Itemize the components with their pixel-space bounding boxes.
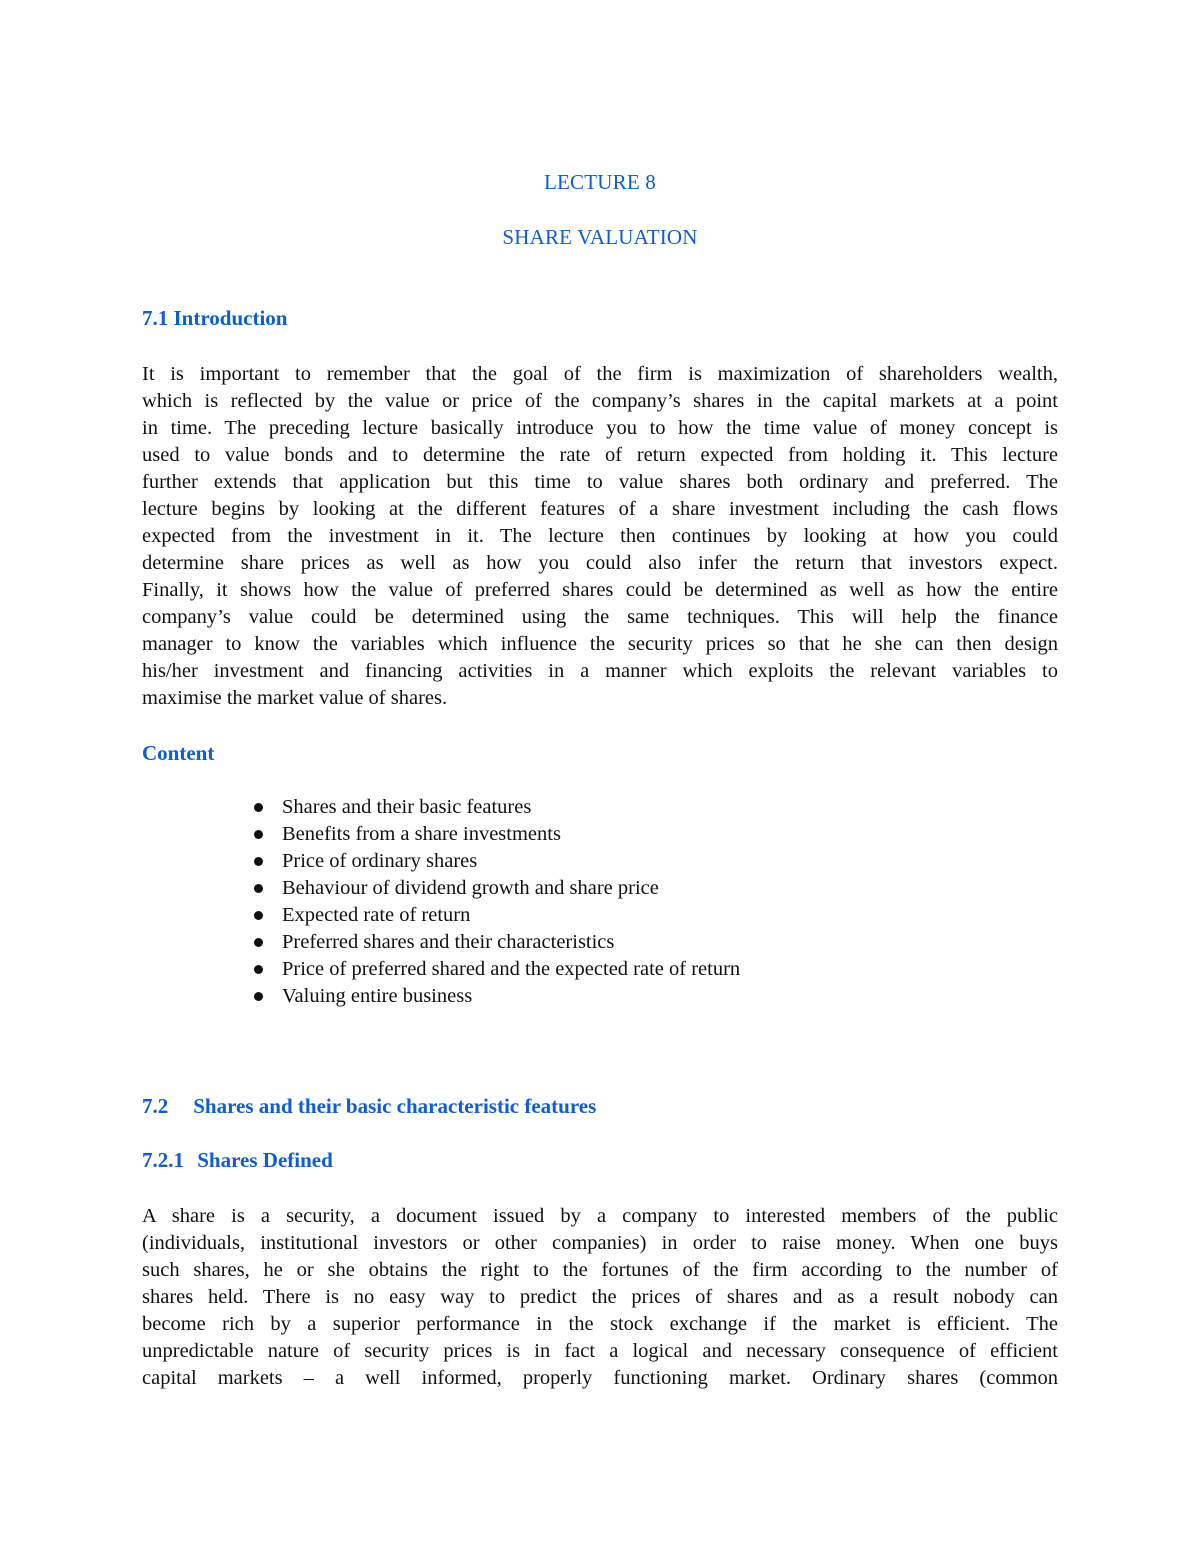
bullet-icon — [254, 911, 263, 920]
section-title: Shares Defined — [197, 1148, 333, 1172]
bullet-icon — [254, 803, 263, 812]
lecture-subtitle: SHARE VALUATION — [502, 225, 698, 249]
list-item — [250, 929, 740, 956]
list-item — [250, 821, 740, 848]
paragraph-line: Finally, it shows how the value of preferred shares could be determined as well as how the entire — [142, 579, 1058, 601]
bullet-icon — [254, 992, 263, 1001]
bullet-icon — [254, 965, 263, 974]
content-heading: Content — [142, 741, 215, 765]
subsection-heading-shares-defined — [142, 1147, 333, 1174]
paragraph-line: which is reflected by the value or price of the company’s shares in the capital markets at a point — [142, 390, 1058, 412]
lecture-title: LECTURE 8 — [543, 170, 657, 194]
paragraph-line: further extends that application but this time to value shares both ordinary and preferred. The — [142, 471, 1058, 493]
paragraph-line: unpredictable nature of security prices is in fact a logical and necessary consequence of efficient — [142, 1340, 1058, 1362]
paragraph-line: capital markets – a well informed, properly functioning market. Ordinary shares (common — [142, 1367, 1058, 1389]
list-item — [250, 848, 740, 875]
paragraph-line: become rich by a superior performance in the stock exchange if the market is efficient. The — [142, 1313, 1058, 1335]
paragraph-line: his/her investment and financing activities in a manner which exploits the relevant variables to — [142, 660, 1058, 682]
bullet-icon — [254, 857, 263, 866]
paragraph-line: in time. The preceding lecture basically introduce you to how the time value of money concept is — [142, 417, 1058, 439]
paragraph-line: maximise the market value of shares. — [142, 687, 448, 709]
paragraph-line: (individuals, institutional investors or other companies) in order to raise money. When one buys — [142, 1232, 1058, 1254]
paragraph-line: such shares, he or she obtains the right to the fortunes of the firm according to the number of — [142, 1259, 1058, 1281]
bullet-icon — [254, 830, 263, 839]
section-number: 7.1 — [142, 306, 169, 330]
bullet-icon — [254, 884, 263, 893]
list-item — [250, 875, 740, 902]
bullet-icon — [254, 938, 263, 947]
paragraph-line: shares held. There is no easy way to predict the prices of shares and as a result nobody can — [142, 1286, 1058, 1308]
list-item-text: Price of ordinary shares — [282, 850, 478, 872]
section-title: Introduction — [173, 306, 288, 330]
introduction-paragraph — [142, 361, 1058, 712]
list-item — [250, 902, 740, 929]
list-item-text: Expected rate of return — [282, 904, 471, 926]
paragraph-line: company’s value could be determined using the same techniques. This will help the finance — [142, 606, 1058, 628]
list-item-text: Benefits from a share investments — [282, 823, 561, 845]
list-item-text: Valuing entire business — [282, 985, 473, 1007]
section-number: 7.2.1 — [142, 1148, 184, 1172]
paragraph-line: manager to know the variables which influence the security prices so that he she can then design — [142, 633, 1058, 655]
list-item-text: Shares and their basic features — [282, 796, 532, 818]
list-item — [250, 983, 740, 1010]
shares-defined-paragraph — [142, 1203, 1058, 1392]
list-item-text: Price of preferred shared and the expected rate of return — [282, 958, 741, 980]
paragraph-line: lecture begins by looking at the different features of a share investment including the cash flows — [142, 498, 1058, 520]
list-item — [250, 956, 740, 983]
section-heading-introduction — [142, 305, 287, 332]
paragraph-line: used to value bonds and to determine the rate of return expected from holding it. This lecture — [142, 444, 1058, 466]
section-number: 7.2 — [142, 1094, 169, 1118]
list-item — [250, 794, 740, 821]
paragraph-line: It is important to remember that the goal of the firm is maximization of shareholders wealth, — [142, 363, 1058, 385]
paragraph-line: expected from the investment in it. The lecture then continues by looking at how you could — [142, 525, 1058, 547]
section-title: Shares and their basic characteristic features — [193, 1094, 597, 1118]
paragraph-line: A share is a security, a document issued by a company to interested members of the public — [142, 1205, 1058, 1227]
section-heading-shares — [142, 1093, 596, 1120]
content-list — [250, 794, 740, 1010]
list-item-text: Behaviour of dividend growth and share price — [282, 877, 659, 899]
list-item-text: Preferred shares and their characteristics — [282, 931, 615, 953]
paragraph-line: determine share prices as well as how you could also infer the return that investors expect. — [142, 552, 1058, 574]
